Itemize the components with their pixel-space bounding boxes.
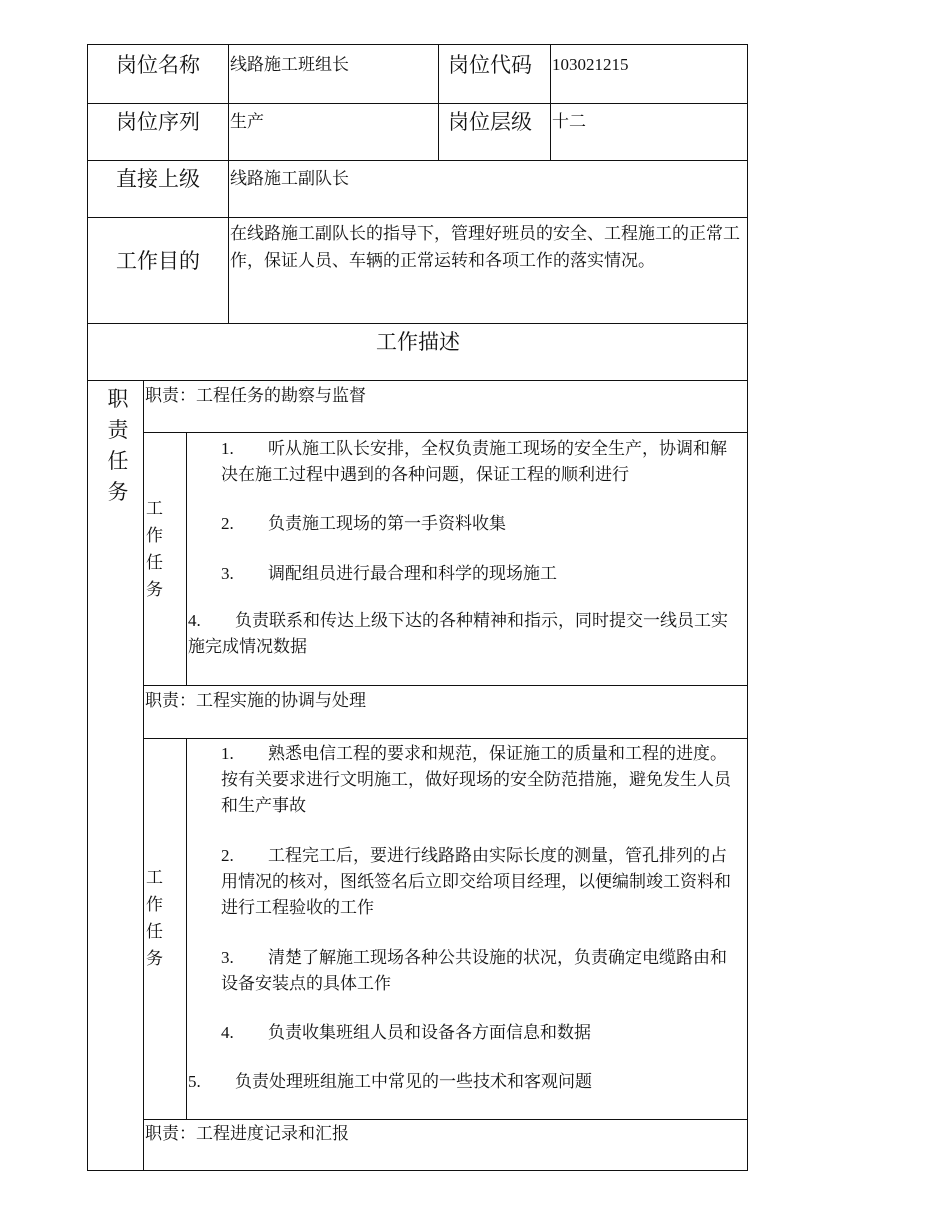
task-item bbox=[221, 511, 739, 537]
table-border bbox=[144, 738, 748, 739]
task-number: 3. bbox=[221, 948, 234, 967]
task-number: 2. bbox=[221, 514, 234, 533]
table-border bbox=[438, 44, 439, 161]
table-border bbox=[186, 738, 187, 1119]
table-border bbox=[88, 380, 748, 381]
table-border bbox=[144, 1119, 748, 1120]
task-item bbox=[221, 843, 739, 921]
duty-title: 职责：工程任务的勘察与监督 bbox=[145, 386, 366, 405]
table-border bbox=[747, 44, 748, 1171]
post-name-value: 线路施工班组长 bbox=[230, 55, 349, 74]
duty-title: 职责：工程实施的协调与处理 bbox=[145, 691, 366, 710]
task-number: 4. bbox=[221, 1023, 234, 1042]
table-border bbox=[550, 44, 551, 161]
task-label bbox=[146, 864, 166, 972]
duties-label-char: 任 bbox=[107, 449, 129, 473]
task-item bbox=[221, 1020, 739, 1046]
duties-label-char: 责 bbox=[107, 418, 129, 442]
supervisor-value: 线路施工副队长 bbox=[230, 169, 349, 188]
post-level-label: 岗位层级 bbox=[448, 110, 532, 134]
table-border bbox=[87, 44, 88, 1171]
task-label-char: 工 bbox=[146, 868, 163, 887]
task-label bbox=[146, 495, 166, 603]
description-title: 工作描述 bbox=[376, 330, 460, 354]
task-text: 负责施工现场的第一手资料收集 bbox=[268, 514, 506, 533]
post-series-value: 生产 bbox=[230, 112, 264, 131]
purpose-value: 在线路施工副队长的指导下，管理好班员的安全、工程施工的正常工作，保证人员、车辆的正常运转和各项工作的落实情况。 bbox=[230, 224, 740, 270]
task-item bbox=[221, 741, 739, 819]
task-number: 2. bbox=[221, 846, 234, 865]
task-item bbox=[188, 608, 740, 660]
task-label-char: 工 bbox=[146, 499, 163, 518]
task-text: 负责联系和传达上级下达的各种精神和指示，同时提交一线员工实施完成情况数据 bbox=[188, 611, 728, 656]
task-number: 1. bbox=[221, 744, 234, 763]
table-border bbox=[88, 103, 748, 104]
table-border bbox=[144, 432, 748, 433]
task-text: 熟悉电信工程的要求和规范，保证施工的质量和工程的进度。按有关要求进行文明施工，做好现场的安全防范措施，避免发生人员和生产事故 bbox=[221, 744, 731, 815]
table-border bbox=[186, 432, 187, 685]
task-number: 3. bbox=[221, 564, 234, 583]
table-border bbox=[144, 685, 748, 686]
task-label-char: 任 bbox=[146, 922, 163, 941]
task-label-char: 作 bbox=[146, 526, 163, 545]
duties-label-char: 务 bbox=[107, 480, 129, 504]
supervisor-label: 直接上级 bbox=[116, 167, 200, 191]
task-text: 听从施工队长安排，全权负责施工现场的安全生产，协调和解决在施工过程中遇到的各种问题，保证工程的顺利进行 bbox=[221, 439, 727, 484]
table-border bbox=[228, 44, 229, 324]
task-text: 工程完工后，要进行线路路由实际长度的测量，管孔排列的占用情况的核对，图纸签名后立即交给项目经理，以便编制竣工资料和进行工程验收的工作 bbox=[221, 846, 731, 917]
task-text: 调配组员进行最合理和科学的现场施工 bbox=[268, 564, 557, 583]
duties-label-char: 职 bbox=[107, 387, 129, 411]
post-code-label: 岗位代码 bbox=[448, 53, 532, 77]
task-text: 负责收集班组人员和设备各方面信息和数据 bbox=[268, 1023, 591, 1042]
task-text: 清楚了解施工现场各种公共设施的状况，负责确定电缆路由和设备安装点的具体工作 bbox=[221, 948, 727, 993]
table-border bbox=[88, 323, 748, 324]
task-label-char: 务 bbox=[146, 949, 163, 968]
task-label-char: 任 bbox=[146, 553, 163, 572]
task-item bbox=[188, 1069, 740, 1095]
task-label-char: 务 bbox=[146, 580, 163, 599]
task-item bbox=[221, 945, 739, 997]
post-name-label: 岗位名称 bbox=[116, 53, 200, 77]
table-border bbox=[88, 1170, 748, 1171]
duties-label bbox=[107, 384, 129, 508]
post-code-value: 103021215 bbox=[552, 55, 629, 74]
task-number: 4. bbox=[188, 611, 201, 630]
table-border bbox=[88, 217, 748, 218]
table-border bbox=[88, 160, 748, 161]
task-number: 5. bbox=[188, 1072, 201, 1091]
task-item bbox=[221, 561, 739, 587]
table-border bbox=[143, 380, 144, 1171]
purpose-label: 工作目的 bbox=[116, 249, 200, 273]
table-border bbox=[88, 44, 748, 45]
task-number: 1. bbox=[221, 439, 234, 458]
task-item bbox=[221, 436, 739, 488]
duty-title: 职责：工程进度记录和汇报 bbox=[145, 1124, 349, 1143]
post-series-label: 岗位序列 bbox=[116, 110, 200, 134]
post-level-value: 十二 bbox=[552, 112, 586, 131]
task-label-char: 作 bbox=[146, 895, 163, 914]
task-text: 负责处理班组施工中常见的一些技术和客观问题 bbox=[235, 1072, 592, 1091]
